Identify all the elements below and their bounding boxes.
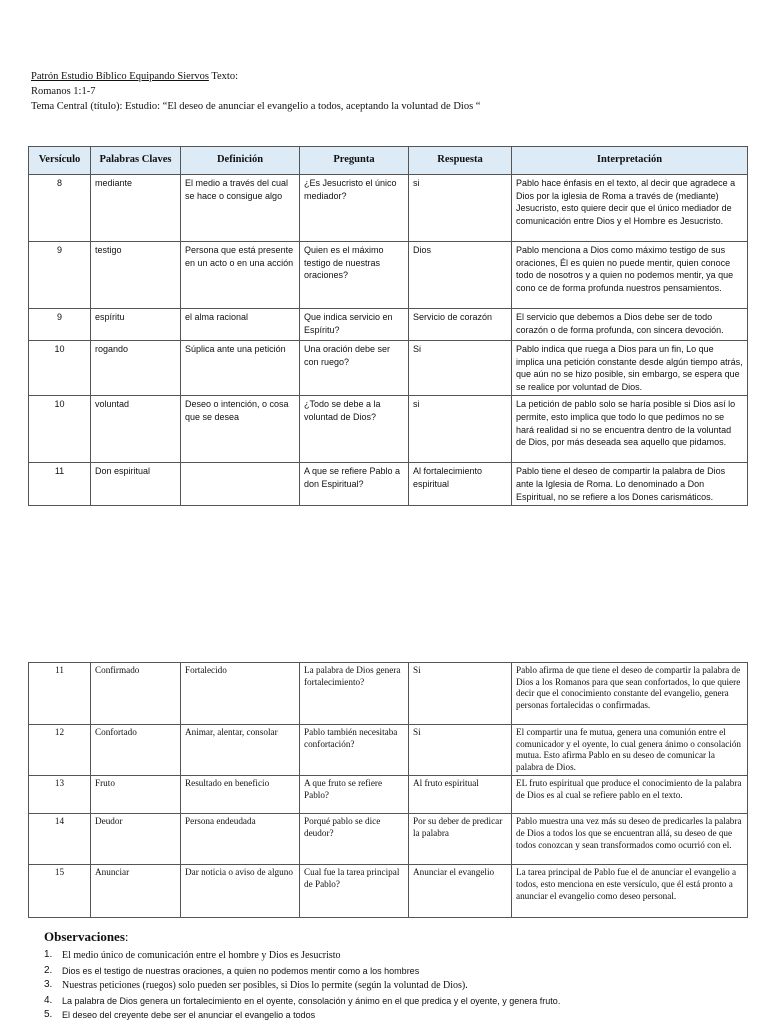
col-header-definicion: Definición	[181, 147, 300, 175]
study-table	[28, 146, 748, 506]
table-row	[29, 663, 748, 725]
cell-versiculo: 8	[29, 175, 91, 242]
list-number: 5.	[44, 1009, 53, 1021]
observations-title: Observaciones	[44, 929, 125, 944]
cell-palabra: rogando	[91, 341, 181, 396]
cell-definicion: Súplica ante una petición	[181, 341, 300, 396]
cell-versiculo: 13	[29, 776, 91, 814]
table-row	[29, 725, 748, 776]
cell-versiculo: 14	[29, 814, 91, 865]
cell-definicion: Fortalecido	[181, 663, 300, 725]
col-header-respuesta: Respuesta	[409, 147, 512, 175]
cell-versiculo: 10	[29, 341, 91, 396]
cell-respuesta: Si	[409, 341, 512, 396]
cell-interpretacion: Pablo afirma de que tiene el deseo de compartir la palabra de Dios a los Romanos para que sean confortados, lo que quiere decir que el conocimiento constante del evangelio, genera personas fortalecidas o confirmadas.	[512, 663, 748, 725]
table-header-row	[29, 147, 748, 175]
header-line-1	[31, 69, 751, 84]
list-item	[44, 978, 744, 994]
list-text: La palabra de Dios genera un fortalecimiento en el oyente, consolación y ánimo en el que predica y el oyente, y genera fruto.	[62, 995, 561, 1006]
cell-respuesta: si	[409, 396, 512, 463]
cell-interpretacion: La tarea principal de Pablo fue el de anunciar el evangelio a todos, esto menciona en este versículo, que él está pronto a anunciar el evangelio como deseo personal.	[512, 865, 748, 918]
cell-pregunta: A que se refiere Pablo a don Espiritual?	[300, 463, 409, 506]
cell-respuesta: si	[409, 175, 512, 242]
cell-palabra: Confortado	[91, 725, 181, 776]
observations-list	[44, 948, 744, 1023]
cell-definicion: Persona endeudada	[181, 814, 300, 865]
cell-palabra: voluntad	[91, 396, 181, 463]
cell-definicion: Persona que está presente en un acto o en una acción	[181, 242, 300, 309]
study-table-continued	[28, 662, 748, 918]
cell-respuesta: Al fortalecimiento espiritual	[409, 463, 512, 506]
list-number: 4.	[44, 994, 53, 1006]
cell-pregunta: A que fruto se refiere Pablo?	[300, 776, 409, 814]
cell-pregunta: La palabra de Dios genera fortalecimiento?	[300, 663, 409, 725]
table-row	[29, 341, 748, 396]
cell-versiculo: 12	[29, 725, 91, 776]
cell-interpretacion: El servicio que debemos a Dios debe ser de todo corazón o de forma profunda, con sincera devoción.	[512, 309, 748, 341]
table-row	[29, 776, 748, 814]
cell-palabra: Fruto	[91, 776, 181, 814]
bible-reference: Romanos 1:1-7	[31, 86, 96, 97]
cell-respuesta: Anunciar el evangelio	[409, 865, 512, 918]
table-row	[29, 814, 748, 865]
cell-palabra: Anunciar	[91, 865, 181, 918]
cell-versiculo: 11	[29, 463, 91, 506]
list-item	[44, 994, 744, 1009]
table-row	[29, 309, 748, 341]
list-number: 2.	[44, 964, 53, 976]
cell-pregunta: ¿Todo se debe a la voluntad de Dios?	[300, 396, 409, 463]
cell-versiculo: 15	[29, 865, 91, 918]
col-header-pregunta: Pregunta	[300, 147, 409, 175]
cell-definicion: El medio a través del cual se hace o consigue algo	[181, 175, 300, 242]
cell-interpretacion: Pablo menciona a Dios como máximo testigo de sus oraciones, Él es quien no puede mentir, quien conoce todo de nosotros y a quien no podemos mentir, ya que cono ce de forma profunda nuestros pensamientos.	[512, 242, 748, 309]
list-item	[44, 964, 744, 979]
table-row	[29, 396, 748, 463]
cell-palabra: Deudor	[91, 814, 181, 865]
cell-pregunta: Una oración debe ser con ruego?	[300, 341, 409, 396]
cell-versiculo: 11	[29, 663, 91, 725]
cell-versiculo: 10	[29, 396, 91, 463]
observations-colon: :	[124, 929, 129, 944]
cell-definicion: Dar noticia o aviso de alguno	[181, 865, 300, 918]
text-label: Texto:	[208, 71, 239, 82]
col-header-versiculo: Versículo	[29, 147, 91, 175]
list-text: El medio único de comunicación entre el hombre y Dios es Jesucristo	[62, 950, 341, 961]
cell-palabra: Confirmado	[91, 663, 181, 725]
cell-versiculo: 9	[29, 242, 91, 309]
cell-versiculo: 9	[29, 309, 91, 341]
list-item	[44, 1008, 744, 1023]
cell-definicion: Animar, alentar, consolar	[181, 725, 300, 776]
list-item	[44, 948, 744, 964]
cell-respuesta: Al fruto espiritual	[409, 776, 512, 814]
cell-palabra: testigo	[91, 242, 181, 309]
cell-palabra: espíritu	[91, 309, 181, 341]
table-row	[29, 463, 748, 506]
col-header-interpretacion: Interpretación	[512, 147, 748, 175]
table-row	[29, 242, 748, 309]
cell-definicion: Deseo o intención, o cosa que se desea	[181, 396, 300, 463]
list-number: 3.	[44, 979, 53, 991]
cell-definicion: Resultado en beneficio	[181, 776, 300, 814]
cell-respuesta: Dios	[409, 242, 512, 309]
study-pattern-title: Patrón Estudio Bíblico Equipando Siervos	[31, 71, 209, 82]
table-row	[29, 865, 748, 918]
cell-respuesta: Si	[409, 663, 512, 725]
list-text: Nuestras peticiones (ruegos) solo pueden ser posibles, si Dios lo permite (según la voluntad de Dios).	[62, 980, 468, 992]
cell-palabra: Don espiritual	[91, 463, 181, 506]
cell-interpretacion: Pablo muestra una vez más su deseo de predicarles la palabra de Dios a todos los que se encuentran allá, su deseo de que todos conozcan y sean transformados como ocurrió con el.	[512, 814, 748, 865]
cell-respuesta: Por su deber de predicar la palabra	[409, 814, 512, 865]
table-row	[29, 175, 748, 242]
cell-interpretacion: El compartir una fe mutua, genera una comunión entre el comunicador y el oyente, lo cual genera ánimo o consolación mutua. Esto afirma Pablo en su deseo de comunicar la palabra de Dios.	[512, 725, 748, 776]
cell-definicion	[181, 463, 300, 506]
list-number: 1.	[44, 949, 53, 960]
cell-interpretacion: La petición de pablo solo se haría posible si Dios así lo permite, esto implica que todo lo que pedimos no se hará realidad si no se encuentra dentro de la voluntad de Dios, por más deseada sea aquello que pidamos.	[512, 396, 748, 463]
cell-pregunta: Pablo también necesitaba confortación?	[300, 725, 409, 776]
cell-pregunta: Cual fue la tarea principal de Pablo?	[300, 865, 409, 918]
cell-definicion: el alma racional	[181, 309, 300, 341]
list-text: El deseo del creyente debe ser el anunciar el evangelio a todos	[62, 1010, 316, 1021]
cell-interpretacion: Pablo hace énfasis en el texto, al decir que agradece a Dios por la iglesia de Roma a través de (mediante) Jesucristo, esto quiere decir que el único mediador de comunicación entre Dios y el Hombre es Jesucristo.	[512, 175, 748, 242]
observations-heading	[44, 929, 744, 945]
cell-respuesta: Si	[409, 725, 512, 776]
cell-palabra: mediante	[91, 175, 181, 242]
cell-interpretacion: EL fruto espiritual que produce el conocimiento de la palabra de Dios es al cual se refiere pablo en el texto.	[512, 776, 748, 814]
cell-pregunta: Quien es el máximo testigo de nuestras oraciones?	[300, 242, 409, 309]
list-text: Dios es el testigo de nuestras oraciones, a quien no podemos mentir como a los hombres	[62, 965, 420, 976]
central-theme: Tema Central (título): Estudio: “El deseo de anunciar el evangelio a todos, aceptando la voluntad de Dios “	[31, 101, 481, 112]
observations-section	[44, 929, 744, 1023]
cell-interpretacion: Pablo indica que ruega a Dios para un fin, Lo que implica una petición constante desde algún tiempo atrás, que aún no se hizo posible, sin embargo, se espera que se realice por voluntad de Dios.	[512, 341, 748, 396]
col-header-palabras-claves: Palabras Claves	[91, 147, 181, 175]
cell-respuesta: Servicio de corazón	[409, 309, 512, 341]
cell-pregunta: Que indica servicio en Espíritu?	[300, 309, 409, 341]
cell-interpretacion: Pablo tiene el deseo de compartir la palabra de Dios ante la Iglesia de Roma. Lo denominado a Don Espiritual, no se refiere a los Dones carismáticos.	[512, 463, 748, 506]
study-header	[31, 69, 751, 114]
cell-pregunta: Porqué pablo se dice deudor?	[300, 814, 409, 865]
cell-pregunta: ¿Es Jesucristo el único mediador?	[300, 175, 409, 242]
